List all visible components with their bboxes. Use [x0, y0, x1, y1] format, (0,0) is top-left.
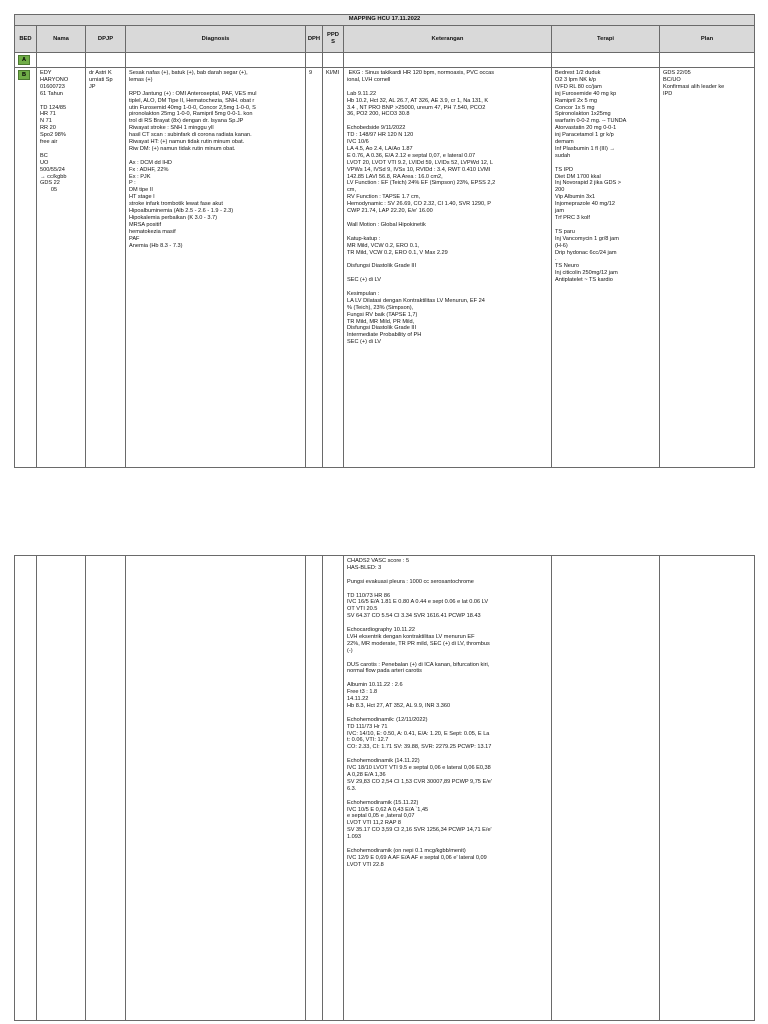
terapi-line: TS Neuro	[555, 263, 579, 270]
keterangan-line	[347, 284, 548, 291]
keterangan-continued-line: LVOT VTI 22.8	[347, 861, 384, 868]
diagnosis-line	[129, 153, 302, 160]
keterangan-continued-line: e septal 0,05 e ,lateral 0,07	[347, 813, 415, 820]
terapi-line: 200	[555, 187, 565, 194]
nama-line: 05	[40, 187, 58, 194]
keterangan-line: EKG : Sinus takikardi HR 120 bpm, normoaxis, PVC occas	[347, 70, 495, 76]
plan-line: BC/UO	[663, 76, 681, 83]
terapi-line: Drip hydonac 6cc/24 jam	[555, 249, 617, 256]
diagnosis-line: Riw DM: (+) namun tidak rutin minum obat.	[129, 145, 236, 152]
hcu-mapping-table-continued	[14, 555, 755, 1021]
keterangan-continued-line	[347, 620, 548, 627]
terapi-line: inj Paracetamol 1 gr k/p	[555, 132, 614, 139]
keterangan-continued-line: CHADS2 VASC score : 5	[347, 558, 410, 564]
keterangan-continued-line: Echohemodinamik: (12/11/2022)	[347, 716, 428, 723]
diagnosis-line: lemas (+)	[129, 76, 153, 83]
keterangan-continued-line: IVC 10/5 E 0,62 A 0,43 E/A `1,45	[347, 806, 429, 813]
terapi-line: Inj citicolin 250mg/12 jam	[555, 270, 618, 277]
cell-diagnosis	[126, 68, 306, 468]
keterangan-continued-line	[347, 751, 548, 758]
cell-nama	[37, 68, 86, 468]
table-title: MAPPING HCU 17.11.2022	[15, 15, 755, 26]
nama-line: EDY	[40, 70, 52, 76]
keterangan-line	[347, 256, 548, 263]
nama-line: UO	[40, 159, 49, 166]
keterangan-continued-line: CO: 2.33, CI: 1.71 SV: 39.88, SVR: 2279.25 PCWP: 13.17	[347, 744, 492, 751]
diagnosis-line: HT stage I	[129, 194, 155, 201]
keterangan-line: TR Mild, VCW 0.2, ERO 0.1, V Max 2.29	[347, 249, 448, 256]
plan-line: Konfirmasi alih leader ke	[663, 83, 725, 90]
keterangan-continued-line: 1.093	[347, 834, 361, 841]
cell-keterangan	[344, 68, 552, 468]
keterangan-line: Kesimpulan :	[347, 290, 380, 297]
keterangan-line: E 0.76, A 0.36, E/A 2.12 e septal 0,07, e lateral 0.07	[347, 152, 476, 159]
keterangan-continued-line: Echocardiography 10.11.22	[347, 627, 416, 634]
diagnosis-line: stroke infark trombotik lewat fase akut	[129, 201, 223, 208]
diagnosis-line: P :	[129, 180, 136, 187]
group-row-a	[15, 53, 755, 68]
diagnosis-line: trol di RS Brayat (8x) dengan dr. Isyana Sp.JP	[129, 118, 244, 125]
keterangan-continued-line: Echohemodiramik (15.11.22)	[347, 799, 419, 806]
keterangan-line: LA 4.5, Ao 2.4, LA/Ao 1.87	[347, 145, 413, 152]
keterangan-line: SEC (+) di LV	[347, 339, 381, 346]
diagnosis-line: Anemia (Hb 8.3 - 7.3)	[129, 242, 183, 249]
diagnosis-line: DM tipe II	[129, 187, 153, 194]
keterangan-continued-line: Pungsi evakuasi pleura : 1000 cc serosantochrome	[347, 578, 474, 585]
keterangan-continued-line: normal flow pada arteri carotis	[347, 668, 422, 675]
cell-terapi	[552, 68, 660, 468]
terapi-line	[555, 160, 656, 167]
keterangan-line	[347, 215, 548, 222]
keterangan-continued-line: Free t3 : 1.8	[347, 689, 378, 696]
diagnosis-line: utin Furosemid 40mg 1-0-0, Concor 2,5mg 1-0-0, S	[129, 104, 256, 111]
nama-line: N 71	[40, 118, 52, 125]
header-dph: DPH	[306, 26, 323, 53]
plan-line: IPD	[663, 90, 673, 97]
keterangan-continued-line: LVH eksentrik dengan kontraktilitas LV menurun EF	[347, 633, 475, 640]
diagnosis-line: Riwayat stroke : SNH 1 minggu yll	[129, 125, 214, 132]
header-ppds: PPDS	[323, 26, 344, 53]
header-diagnosis: Diagnosis	[126, 26, 306, 53]
dpjp-line: urniati Sp	[89, 76, 113, 83]
cell-dpjp	[86, 68, 126, 468]
diagnosis-line: Fx : ADHF, 22%	[129, 166, 169, 173]
header-nama: Nama	[37, 26, 86, 53]
keterangan-line: Hb 10.2, Hct 32, AL 26.7, AT 326, AE 3.9, cr 1, Na 131, K	[347, 97, 489, 104]
keterangan-continued-line: IVC 18/10 LVOT VTI 9.5 e septal 0,06 e lateral 0,06 E0,38	[347, 765, 491, 772]
diagnosis-line: Sesak nafas (+), batuk (+), bab darah segar (+),	[129, 70, 248, 76]
keterangan-continued-line	[347, 793, 548, 800]
keterangan-continued-line: Echohemodinamik (14.11.22)	[347, 758, 420, 765]
terapi-line: (H-6)	[555, 242, 568, 249]
group-tag-a: A	[18, 55, 30, 65]
keterangan-line: IVC 10/6	[347, 139, 369, 146]
keterangan-line: MR Mild, VCW 0.2, ERO 0.1,	[347, 242, 420, 249]
diagnosis-line: Ax : DCM dd IHD	[129, 159, 172, 166]
keterangan-continued-line	[347, 841, 548, 848]
terapi-line: Trf PRC 3 kolf	[555, 215, 590, 222]
terapi-line: TS paru	[555, 228, 575, 235]
keterangan-line: Disfungsi Diastolik Grade III	[347, 263, 417, 270]
diagnosis-line: hasil CT scan : subinfark di corona radiata kanan.	[129, 132, 252, 139]
terapi-line: sudah	[555, 152, 571, 159]
nama-line: BC	[40, 152, 48, 159]
cell-dph: 9	[306, 68, 323, 468]
keterangan-line: 36, PO2 200, HCO3 30.8	[347, 111, 410, 118]
keterangan-continued-line: IVC 16/5 E/A 1.81 E 0.80 A 0.44 e sept 0.06 e lat 0.06 LV	[347, 599, 489, 606]
diagnosis-line: RPD Jantung (+) : OMI Anteroseptal, PAF, VES mul	[129, 90, 257, 97]
keterangan-line: Lab 9.11.22	[347, 90, 377, 97]
diagnosis-line: PAF	[129, 235, 140, 242]
cell-keterangan-continued	[344, 556, 552, 1021]
keterangan-line: ional, LVH cornell	[347, 76, 391, 83]
terapi-line: TS IPD	[555, 166, 574, 173]
keterangan-continued-line: Echohemodiramik (on nepi 0.1 mcg/kgbb/menit)	[347, 847, 466, 854]
nama-line	[40, 146, 82, 153]
diagnosis-line: Riwayat HT: (+) namun tidak rutin minum obat.	[129, 139, 245, 146]
terapi-line: Atorvastatin 20 mg 0-0-1	[555, 125, 617, 132]
keterangan-line	[347, 229, 548, 236]
terapi-line: Vip Albumin 3x1	[555, 194, 596, 201]
keterangan-line: VPWs 14, IVSd 9, IVSs 10, RVIDd : 3.4, RWT 0.410 LVMI	[347, 166, 491, 173]
nama-line: 61 Tahun	[40, 90, 63, 97]
header-terapi: Terapi	[552, 26, 660, 53]
keterangan-continued-line: 6.3.	[347, 785, 357, 792]
keterangan-line: TD : 148/97 HR 120 N 120	[347, 132, 414, 139]
keterangan-continued-line: SV 35.17 CO 3,59 CI 2,16 SVR 1256,34 PCWP 14,71 E/e'	[347, 827, 492, 834]
keterangan-continued-line: LVOT VTI 11,2 RAP 8	[347, 820, 401, 827]
keterangan-line	[347, 84, 548, 91]
keterangan-line: Katup-katup :	[347, 235, 381, 242]
terapi-line: Diet DM 1700 kkal	[555, 173, 601, 180]
continuation-row	[15, 556, 755, 1021]
cell-ppds: KI/MI	[323, 68, 344, 468]
keterangan-continued-line: IVC: 14/10, E: 0.50, A: 0.41, E/A: 1.20, E Sept: 0.05, E La	[347, 730, 490, 737]
nama-line: GDS 22	[40, 180, 60, 187]
terapi-line: demam	[555, 139, 574, 146]
terapi-line: Injomeprazole 40 mg/12	[555, 201, 616, 208]
cell-plan	[660, 68, 755, 468]
keterangan-continued-line	[347, 655, 548, 662]
keterangan-line: % (Teich), 23% (Simpson),	[347, 304, 414, 311]
plan-line: GDS 22/05	[663, 70, 691, 76]
keterangan-continued-line: A 0,28 E/A 1,36	[347, 771, 386, 778]
keterangan-continued-line: SV 29,83 CO 2,54 CI 1,53 CVR 30007,89 PCWP 9,75 E/e'	[347, 778, 492, 785]
keterangan-continued-line	[347, 675, 548, 682]
terapi-line: IVFD RL 80 cc/jam	[555, 83, 602, 90]
keterangan-continued-line: SV 64.37 CO 5.54 CI 3.34 SVR 1616.41 PCWP 18.43	[347, 613, 481, 620]
keterangan-line: TR Mild, MR Mild, PR Mild,	[347, 318, 415, 325]
nama-line: HARYONO	[40, 76, 69, 83]
keterangan-continued-line: Hb 8.3, Hct 27, AT 352, AL 9.9, INR 3.360	[347, 702, 451, 709]
keterangan-continued-line	[347, 572, 548, 579]
terapi-line: .	[555, 256, 557, 263]
keterangan-continued-line	[347, 586, 548, 593]
nama-line: HR 71	[40, 111, 56, 118]
keterangan-line: Echobedside 9/11/2022	[347, 125, 406, 132]
keterangan-continued-line: Albumin 10.11.22 : 2.6	[347, 682, 403, 689]
keterangan-continued-line: HAS-BLED: 3	[347, 564, 382, 571]
terapi-line: jam	[555, 208, 565, 215]
keterangan-continued-line: TD 110/73 HR 86	[347, 592, 391, 599]
keterangan-line: 3.4 , NT PRO BNP >25000, ureum 47, PH 7.540, PCO2	[347, 104, 486, 111]
diagnosis-line: MRSA positif	[129, 221, 162, 228]
keterangan-line: cm,	[347, 187, 357, 194]
keterangan-line: Fungsi RV baik (TAPSE 1,7)	[347, 311, 418, 318]
bed-tag-b: B	[18, 70, 30, 80]
header-keterangan: Keterangan	[344, 26, 552, 53]
header-row	[15, 26, 755, 53]
terapi-line: O2 3 lpm NK k/p	[555, 76, 597, 83]
diagnosis-line: pironolakton 25mg 1-0-0, Ramipril 5mg 0-0-1. kon	[129, 111, 253, 118]
keterangan-continued-line: TD 111/73 Hr 71	[347, 723, 388, 730]
diagnosis-line: Hipokalemia perbaikan (K 3.0 - 3.7)	[129, 215, 217, 221]
terapi-line: Concor 1x 5 mg	[555, 104, 595, 111]
keterangan-line	[347, 270, 548, 277]
keterangan-continued-line: IVC 12/9 E 0,69 A AF E/A AF e septal 0,06 e' lateral 0,09	[347, 854, 487, 861]
keterangan-line: RV Function : TAPSE 1.7 cm,	[347, 194, 421, 201]
diagnosis-line	[129, 84, 302, 91]
nama-line: 01600723	[40, 83, 65, 90]
keterangan-continued-line: OT VTI 20.5	[347, 606, 378, 613]
nama-line: free air	[40, 139, 58, 146]
terapi-line: Antiplatelet ~ TS kardio	[555, 277, 613, 284]
keterangan-continued-line	[347, 710, 548, 717]
nama-line: Spo2 98%	[40, 132, 66, 139]
keterangan-continued-line: t: 0.06, VTI: 12.7	[347, 737, 389, 744]
nama-line: TD 124/85	[40, 104, 67, 111]
header-dpjp: DPJP	[86, 26, 126, 53]
terapi-line: Inj Vancomycin 1 gr/8 jam	[555, 235, 619, 242]
nama-line: RR 20	[40, 125, 56, 132]
terapi-line: warfarin 0-0-2 mg. -- TUNDA	[555, 118, 627, 125]
keterangan-continued-line: DUS carotis : Penebalan (+) di ICA kanan, bifurcation kiri,	[347, 661, 490, 668]
keterangan-continued-line: 14.11.22	[347, 696, 369, 703]
hcu-mapping-table	[14, 14, 755, 468]
keterangan-continued-line: 22%, MR moderate, TR PR mild, SEC (+) di LV, thrombus	[347, 640, 490, 647]
terapi-line	[555, 222, 656, 229]
keterangan-line: Intermediate Probability of PH	[347, 332, 422, 339]
keterangan-continued-line: (-)	[347, 647, 353, 654]
keterangan-line: 142.85 LAVI 56.8, RA Area : 16.0 cm2,	[347, 173, 443, 180]
terapi-line: Bedrest 1/2 duduk	[555, 70, 601, 76]
diagnosis-line: hematokezia masif	[129, 228, 176, 235]
dpjp-line: dr Astri K	[89, 70, 112, 76]
nama-line	[40, 98, 82, 105]
terapi-line: Inj Novorapid 2 jika GDS >	[555, 180, 622, 187]
keterangan-line: LV Function : EF (Teich) 24% EF (Simpson) 23%, EPSS 2,2	[347, 180, 496, 187]
header-plan: Plan	[660, 26, 755, 53]
nama-line: 500/55/24	[40, 166, 65, 173]
diagnosis-line: tiplel, ALO, DM Tipe II, Hematochezia, SNH. obat r	[129, 97, 255, 104]
keterangan-line: LVOT 20, LVOT VTI 9.2, LVIDd 59, LVIDs 52, LVPWd 12, L	[347, 159, 494, 166]
keterangan-line: SEC (+) di LV	[347, 277, 381, 284]
keterangan-line: CWP 21.74, LAP 22.20, E/e' 16.00	[347, 208, 433, 215]
diagnosis-line: Ex : PJK	[129, 173, 151, 180]
terapi-line: inj Furosemide 40 mg kp	[555, 90, 617, 97]
dpjp-line: JP	[89, 83, 96, 90]
terapi-line: Spironolakton 1x25mg	[555, 111, 611, 118]
header-bed: BED	[15, 26, 37, 53]
keterangan-line	[347, 118, 548, 125]
diagnosis-line: Hipoalbuminemia (Alb 2.5 - 2.6 - 1.9 - 2.3)	[129, 208, 234, 215]
terapi-line: Inf Plasbumin 1 fl (III) →	[555, 145, 615, 152]
keterangan-line: Disfungsi Diastolik Grade III	[347, 325, 417, 332]
terapi-line: Ramipril 2x 5 mg	[555, 97, 597, 104]
keterangan-line: Wall Motion : Global Hipokinetik	[347, 221, 426, 228]
patient-row	[15, 68, 755, 468]
keterangan-line: Hemodynamic : SV 26.69, CO 2.32, CI 1.40, SVR 1290, P	[347, 201, 491, 208]
nama-line: → cc/kgbb	[40, 173, 67, 180]
keterangan-line: LA LV Dilatasi dengan Kontraktilitas LV Menurun, EF 24	[347, 297, 485, 304]
